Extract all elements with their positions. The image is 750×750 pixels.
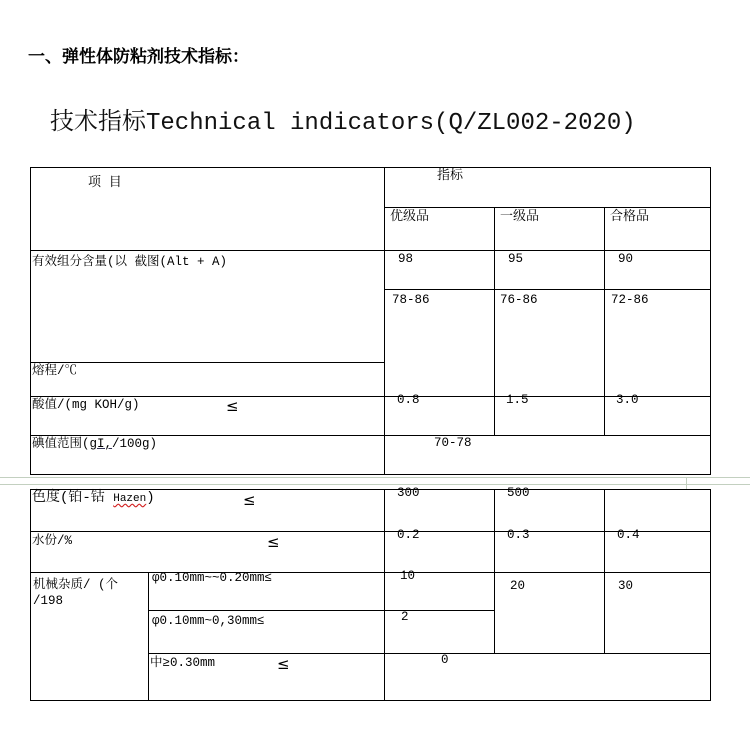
melting-first: 76-86 (500, 293, 538, 307)
melting-superior: 78-86 (392, 293, 430, 307)
impurity-first: 20 (510, 579, 526, 593)
value-cell (604, 393, 711, 436)
page-break-line (0, 477, 750, 478)
impurity-qualified: 30 (618, 579, 634, 593)
value-cell (604, 289, 711, 397)
value-cell (494, 289, 605, 397)
item-header-cell (30, 167, 385, 251)
sub-label-cell (148, 610, 385, 654)
acid-superior: 0.8 (397, 393, 420, 407)
value-cell (384, 486, 495, 532)
acid-label: 酸值/(mg KOH/g) (32, 398, 140, 412)
value-cell (384, 610, 495, 654)
grade-header-cell (384, 207, 495, 251)
page-break-marker (686, 477, 687, 489)
row-label-cell (30, 435, 385, 475)
melting-qualified: 72-86 (611, 293, 649, 307)
melting-label: 熔程/℃ (32, 364, 78, 378)
color-first: 500 (507, 486, 530, 500)
sub-label-cell (148, 572, 385, 611)
value-cell (384, 250, 495, 290)
active-content-first: 95 (508, 252, 524, 266)
impurity-range-a-value: 10 (400, 569, 416, 583)
sub-label-cell (148, 653, 385, 701)
value-cell (384, 289, 495, 397)
less-equal-symbol: ≤ (267, 533, 280, 551)
less-equal-symbol: ≤ (277, 655, 290, 673)
document-title: 技术指标Technical indicators(Q/ZL002-2020) (50, 110, 636, 137)
color-label (32, 490, 155, 507)
item-header: 项 目 (88, 175, 122, 190)
color-label-flagged: Hazen (113, 493, 147, 505)
grade-header-cell (604, 207, 711, 251)
impurity-range-b-label: φ0.10mm~0,30mm≤ (152, 614, 265, 628)
less-equal-symbol: ≤ (243, 491, 256, 509)
iodine-label-flagged: gI, (89, 437, 113, 451)
row-label-cell (30, 362, 385, 397)
active-content-qualified: 90 (618, 252, 634, 266)
grade-header-cell (494, 207, 605, 251)
section-heading: 一、弹性体防粘剂技术指标： (28, 47, 249, 66)
value-cell (384, 653, 711, 701)
value-cell (494, 528, 605, 573)
page-break-line (0, 484, 750, 485)
iodine-label-prefix: 碘值范围( (32, 437, 90, 451)
value-cell (494, 486, 605, 532)
water-qualified: 0.4 (617, 528, 640, 542)
indicator-header: 指标 (437, 168, 464, 183)
impurity-range-c-label: 中≥0.30mm (150, 656, 216, 670)
iodine-label-suffix: /100g) (112, 437, 158, 451)
water-superior: 0.2 (397, 528, 420, 542)
value-cell (494, 572, 605, 654)
impurity-label-line1: 机械杂质/ (个 (33, 578, 119, 592)
grade-header-first: 一级品 (500, 209, 540, 224)
grade-header-superior: 优级品 (390, 209, 430, 224)
value-cell (384, 569, 495, 611)
value-cell (604, 572, 711, 654)
active-content-label: 有效组分含量(以 截图(Alt + A) (32, 255, 228, 269)
row-label-cell (30, 531, 385, 573)
less-equal-symbol: ≤ (226, 397, 239, 415)
active-content-superior: 98 (398, 252, 414, 266)
value-cell (384, 393, 495, 436)
value-cell (384, 528, 495, 573)
value-cell (604, 250, 711, 290)
color-label-prefix: 色度(铂-钴 (32, 490, 114, 506)
grade-header-qualified: 合格品 (610, 209, 650, 224)
impurity-label-line2: /198 (33, 594, 64, 608)
impurity-range-b-value: 2 (401, 610, 409, 624)
color-label-suffix: ) (146, 490, 155, 506)
iodine-label (32, 436, 157, 452)
row-label-cell (30, 489, 385, 532)
water-first: 0.3 (507, 528, 530, 542)
value-cell (494, 250, 605, 290)
value-cell (494, 393, 605, 436)
water-label: 水份/% (32, 534, 73, 548)
iodine-value: 70-78 (434, 436, 472, 450)
acid-qualified: 3.0 (616, 393, 639, 407)
value-cell (384, 435, 711, 475)
indicator-header-cell (384, 167, 711, 208)
impurity-range-a-label: φ0.10mm~~0.20mm≤ (152, 571, 273, 585)
row-label-cell (30, 250, 385, 363)
row-label-cell (30, 396, 385, 436)
value-cell-empty (604, 489, 711, 532)
impurity-range-c-value: 0 (441, 653, 449, 667)
value-cell (604, 528, 711, 573)
row-label-cell (30, 572, 149, 701)
color-superior: 300 (397, 486, 420, 500)
acid-first: 1.5 (506, 393, 529, 407)
